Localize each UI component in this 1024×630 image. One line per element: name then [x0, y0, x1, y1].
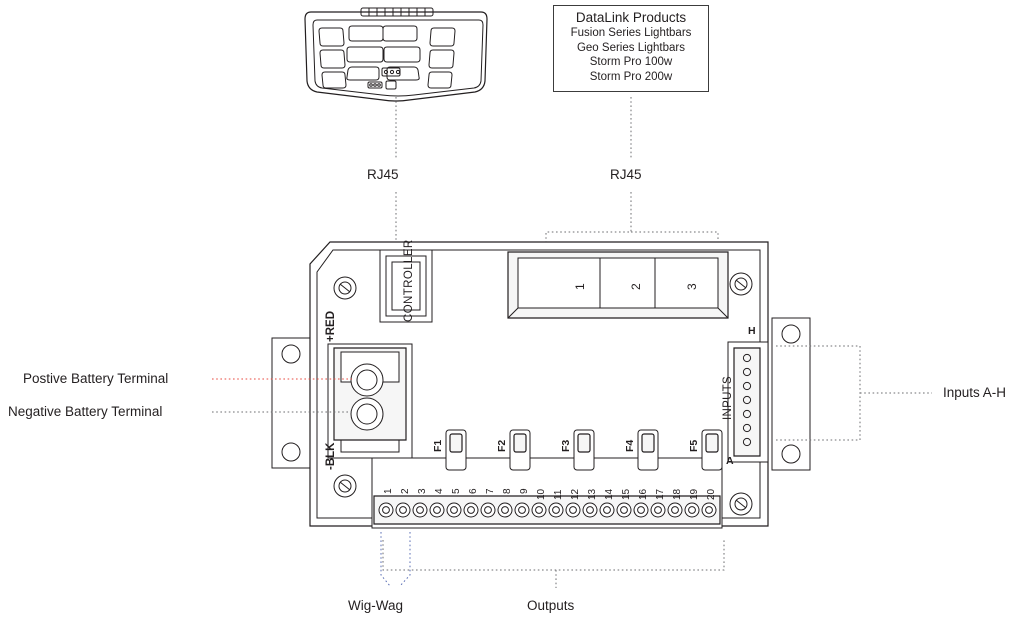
datalink-products-box: [553, 5, 709, 92]
leader-lines-top: [396, 97, 718, 252]
output-number: 4: [434, 488, 445, 494]
label-negative-terminal: -BLK: [325, 442, 337, 470]
datalink-port-1: 1: [573, 283, 587, 290]
output-number: 19: [689, 488, 700, 500]
output-number: 8: [502, 488, 513, 494]
fuse-label-f2: F2: [496, 439, 508, 452]
label-input-h: H: [748, 325, 756, 337]
callout-negative-battery-terminal: Negative Battery Terminal: [8, 404, 163, 419]
fuse-label-f4: F4: [624, 439, 636, 452]
datalink-products-title: DataLink Products: [575, 10, 687, 25]
callout-rj45-controller: RJ45: [367, 167, 399, 182]
callout-inputs-a-h: Inputs A-H: [943, 385, 1007, 400]
output-number: 12: [570, 488, 581, 500]
output-number: 20: [706, 488, 717, 500]
output-number: 17: [655, 488, 666, 500]
output-number: 18: [672, 488, 683, 500]
fuse-label-f1: F1: [432, 439, 444, 452]
output-number: 6: [468, 488, 479, 494]
datalink-product-3: Storm Pro 100w: [589, 56, 673, 69]
callout-rj45-datalink: RJ45: [610, 167, 642, 182]
output-number: 11: [553, 489, 564, 500]
output-number: 10: [536, 488, 547, 500]
datalink-product-2: Geo Series Lightbars: [576, 41, 686, 54]
datalink-product-4: Storm Pro 200w: [589, 71, 673, 84]
label-inputs-block: INPUTS: [722, 376, 734, 420]
callout-positive-battery-terminal: Postive Battery Terminal: [23, 371, 169, 386]
output-number: 5: [451, 488, 462, 494]
output-number: 14: [604, 488, 615, 500]
datalink-product-1: Fusion Series Lightbars: [570, 27, 692, 39]
label-positive-terminal: +RED: [325, 311, 337, 342]
callout-outputs: Outputs: [527, 598, 575, 613]
output-number: 7: [485, 488, 496, 494]
output-number: 2: [400, 488, 411, 494]
fuse-label-f5: F5: [688, 439, 700, 452]
fuse-label-f3: F3: [560, 439, 572, 452]
datalink-port-3: 3: [685, 283, 699, 290]
callout-wig-wag: Wig-Wag: [348, 598, 404, 613]
label-controller-port: CONTROLLER: [403, 239, 415, 322]
output-number: 1: [383, 488, 394, 494]
output-number: 15: [621, 488, 632, 500]
output-number: 16: [638, 488, 649, 500]
output-number: 13: [587, 488, 598, 500]
datalink-port-2: 2: [629, 283, 643, 290]
output-number: 3: [417, 488, 428, 494]
label-input-a: A: [726, 455, 734, 467]
controller-illustration: [305, 8, 487, 101]
output-number: 9: [519, 488, 530, 494]
